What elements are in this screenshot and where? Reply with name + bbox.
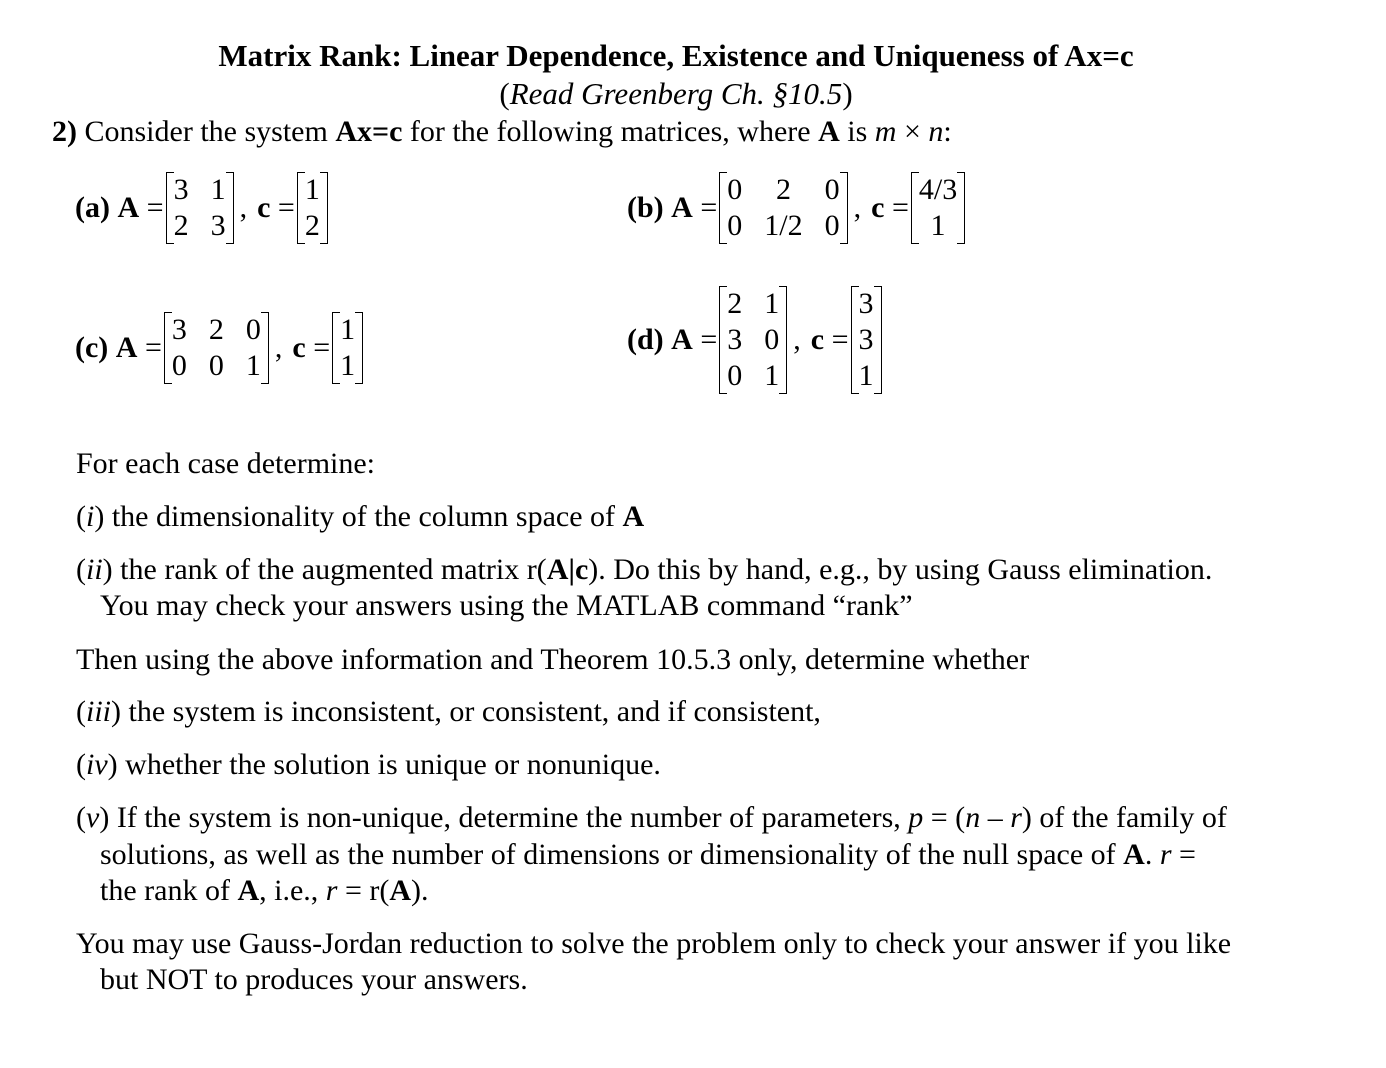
matrix-A: 0 2 0 0 1/2 0 [719,172,847,244]
system-label: (b) A = [627,191,718,224]
vector-c: 1 1 [332,312,363,384]
system-label: (d) A = [627,323,718,356]
item-v-line2: solutions, as well as the number of dimensions or dimensionality of the null space of A. r = [100,838,1196,871]
problem-statement: 2) Consider the system Ax=c for the following matrices, where A is m × n: [52,115,952,148]
system-b: (b) A = 0 2 0 0 1/2 0 , c = 4/3 1 [627,172,967,244]
system-a: (a) A = 3 1 2 3 , c = 1 2 [75,172,330,244]
system-label: (c) A = [75,331,162,364]
then-heading: Then using the above information and Theorem 10.5.3 only, determine whether [76,643,1030,676]
item-iv: (iv) whether the solution is unique or nonunique. [76,748,661,781]
final-note: You may use Gauss-Jordan reduction to solve the problem only to check your answer if you like [76,927,1232,960]
matrix-A: 3 2 0 0 0 1 [164,312,269,384]
item-ii: (ii) the rank of the augmented matrix r(A|c). Do this by hand, e.g., by using Gauss elimination. [76,553,1213,586]
item-i: (i) the dimensionality of the column space of A [76,500,645,533]
vector-c: 1 2 [297,172,328,244]
item-iii: (iii) the system is inconsistent, or consistent, and if consistent, [76,695,821,728]
system-c: (c) A = 3 2 0 0 0 1 , c = 1 1 [75,312,365,384]
matrix-A: 2 1 3 0 0 1 [719,286,787,394]
page-title: Matrix Rank: Linear Dependence, Existence and Uniqueness of Ax=c [218,38,1134,73]
final-note-line2: but NOT to produces your answers. [100,963,528,996]
item-v: (v) If the system is non-unique, determine the number of parameters, p = (n – r) of the family of [76,801,1227,834]
vector-c: 4/3 1 [911,172,965,244]
reading-reference: (Read Greenberg Ch. §10.5) [499,76,853,111]
system-d: (d) A = 2 1 3 0 0 1 , c = 3 3 1 [627,286,884,394]
vector-c: 3 3 1 [851,286,882,394]
system-label: (a) A = [75,191,164,224]
matrix-A: 3 1 2 3 [166,172,234,244]
item-ii-line2: You may check your answers using the MATLAB command “rank” [100,589,913,622]
for-each-heading: For each case determine: [76,447,376,480]
item-v-line3: the rank of A, i.e., r = r(A). [100,874,429,907]
